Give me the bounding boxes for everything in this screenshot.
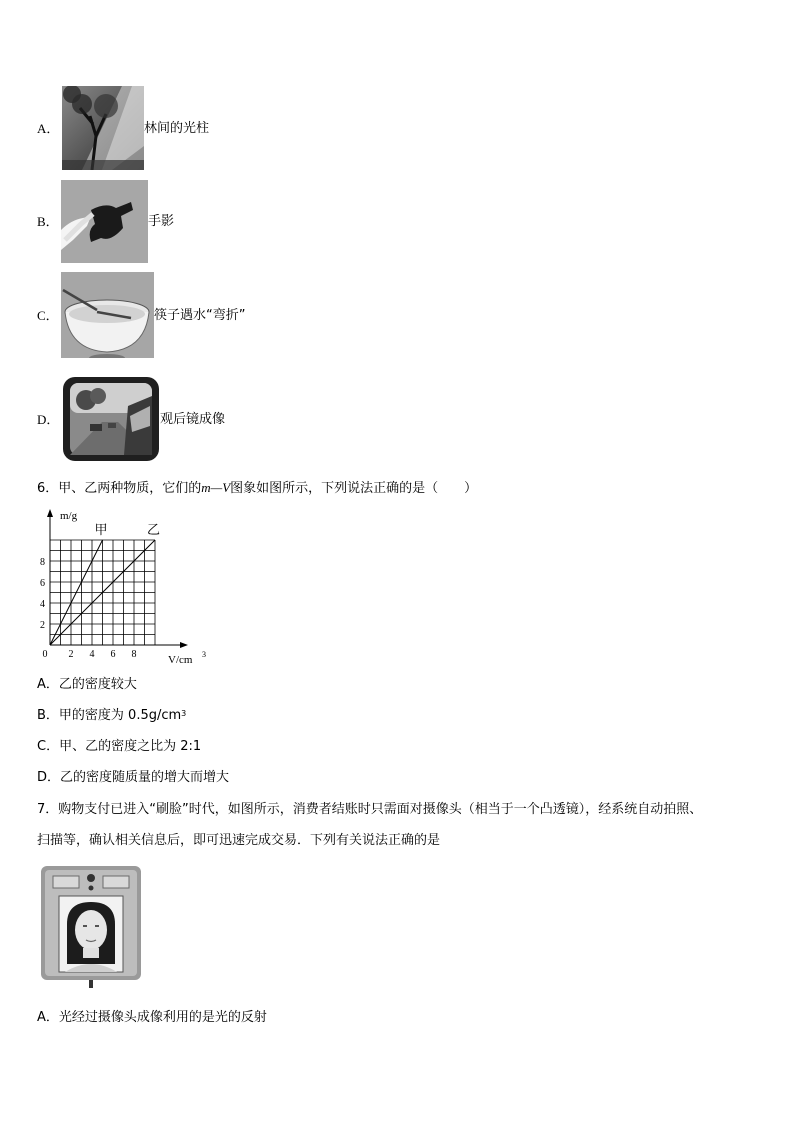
q6-option-c: C．甲、乙的密度之比为 2:1 xyxy=(37,739,202,754)
q6-option-d: D．乙的密度随质量的增大而增大 xyxy=(37,770,230,785)
option-sup: 3 xyxy=(181,709,187,718)
option-text: B．甲的密度为 0.5g/cm xyxy=(37,708,182,723)
q7-stem-line2: 扫描等，确认相关信息后，即可迅速完成交易．下列有关说法正确的是 xyxy=(37,833,441,848)
x-tick-label: 6 xyxy=(110,649,116,660)
option-letter: D． xyxy=(37,412,60,427)
option-letter: B． xyxy=(37,214,59,229)
y-axis-arrow xyxy=(47,509,53,517)
q6-option-a: A．乙的密度较大 xyxy=(37,677,137,692)
q6-stem-post: 图象如图所示，下列说法正确的是（ ） xyxy=(230,481,478,496)
q6-stem xyxy=(37,479,477,498)
q7-option-a: A．光经过摄像头成像利用的是光的反射 xyxy=(37,1010,267,1025)
series-label: 乙 xyxy=(147,523,161,538)
forest-light-photo xyxy=(62,86,144,170)
series-label: 甲 xyxy=(94,523,108,538)
option-letter: C． xyxy=(37,308,59,323)
rearview-mirror-photo xyxy=(62,376,160,462)
q6-option-b xyxy=(37,707,186,725)
x-axis-label: V/cm xyxy=(168,654,193,666)
x-tick-label: 2 xyxy=(68,649,74,660)
y-tick-label: 8 xyxy=(40,557,45,568)
option-text: 筷子遇水“弯折” xyxy=(154,308,246,323)
q6-stem-pre: 6．甲、乙两种物质，它们的 xyxy=(37,481,202,496)
face-pay-device-photo xyxy=(37,864,145,988)
x-axis-label-sup: 3 xyxy=(202,650,206,659)
mass-volume-chart xyxy=(30,505,220,670)
hand-shadow-photo xyxy=(61,180,148,263)
q6-stem-math: m—V xyxy=(201,480,231,495)
y-tick-label: 4 xyxy=(40,599,45,610)
origin-label: 0 xyxy=(42,649,48,660)
option-text: 手影 xyxy=(148,214,175,229)
y-tick-label: 2 xyxy=(40,620,45,631)
option-letter: A． xyxy=(37,121,60,136)
y-axis-label: m/g xyxy=(60,510,78,522)
q7-stem-line1: 7．购物支付已进入“刷脸”时代，如图所示，消费者结账时只需面对摄像头（相当于一个凸透镜），经系统自动拍照、 xyxy=(37,802,703,817)
x-axis-arrow xyxy=(180,642,188,648)
x-tick-label: 8 xyxy=(131,649,137,660)
option-text: 观后镜成像 xyxy=(160,412,226,427)
y-tick-label: 6 xyxy=(40,578,45,589)
x-tick-label: 4 xyxy=(89,649,95,660)
chopstick-bowl-photo xyxy=(61,272,154,358)
option-text: 林间的光柱 xyxy=(144,121,210,136)
